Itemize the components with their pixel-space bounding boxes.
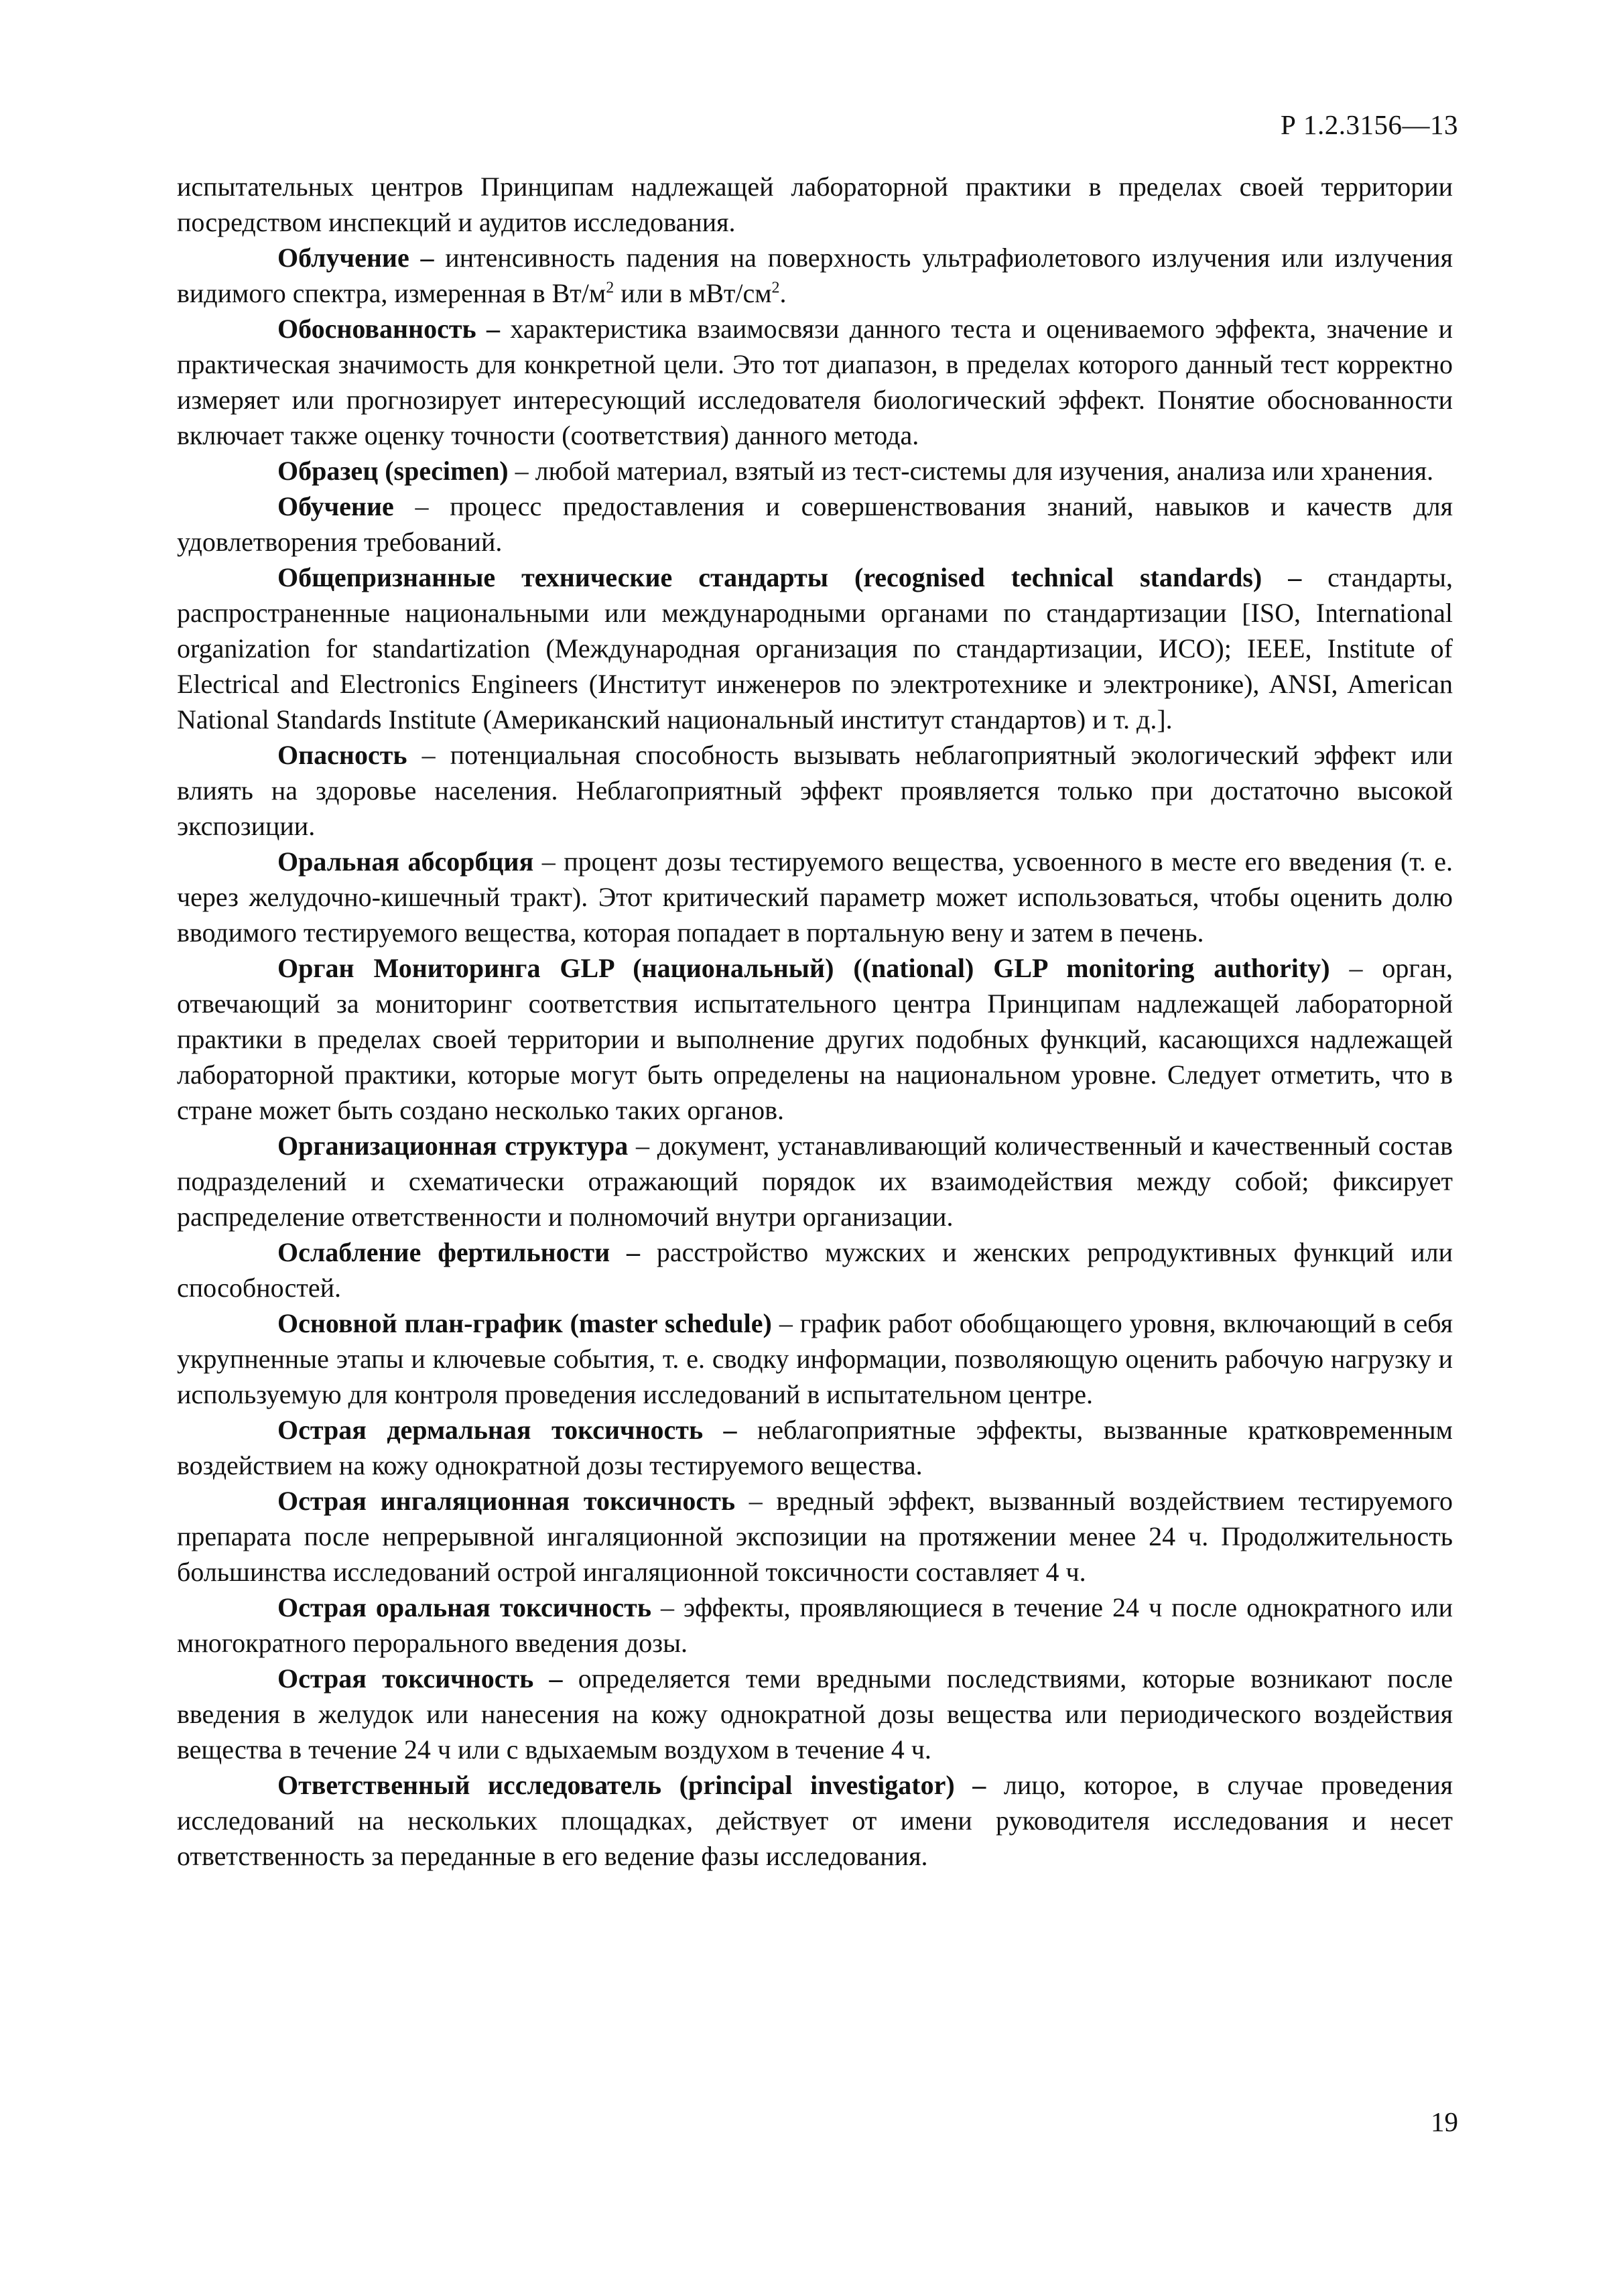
superscript: 2: [606, 279, 614, 297]
entry-definition: – потенциальная способность вызывать неблагоприятный экологический эффект или влиять на здоровье населения. Неблагоприятный эффект проявляется только при достаточно высокой экспозиции.: [177, 740, 1453, 841]
glossary-entry-obosnovannost: [177, 311, 1453, 453]
entry-term: Общепризнанные технические стандарты (recognised technical standards) –: [277, 562, 1302, 592]
glossary-entry-organ-monitoringa: [177, 950, 1453, 1128]
entry-definition: – процент дозы тестируемого вещества, усвоенного в месте его введения (т. е. через желудочно-кишечный тракт). Этот критический параметр может использоваться, чтобы оценить долю вводимого тестируемого вещества, которая попадает в портальную вену и затем в печень.: [177, 846, 1453, 948]
entry-term: Образец (specimen): [277, 456, 509, 486]
entry-definition: .: [779, 278, 787, 308]
entry-term: Орган Мониторинга GLP (национальный) ((national) GLP monitoring authority): [277, 953, 1330, 983]
glossary-entry-oralnaya-absorbtsiya: [177, 844, 1453, 950]
entry-term: Обоснованность –: [277, 314, 501, 344]
page-number: 19: [1431, 2106, 1458, 2137]
intro-paragraph: испытательных центров Принципам надлежащей лабораторной практики в пределах своей территории посредством инспекций и аудитов исследования.: [177, 172, 1453, 237]
entry-definition: – орган, отвечающий за мониторинг соответствия испытательного центра Принципам надлежащей лабораторной практики в пределах своей территории и выполнение других подобных функций, касающихся надлежащей лабораторной практики, которые могут быть определены на национальном уровне. Следует отметить, что в стране может быть создано несколько таких органов.: [177, 953, 1453, 1125]
entry-definition: – любой материал, взятый из тест-системы для изучения, анализа или хранения.: [508, 456, 1434, 486]
entry-term: Острая ингаляционная токсичность: [277, 1486, 735, 1516]
glossary-entry-obluchenie: [177, 240, 1453, 311]
entry-definition: характеристика взаимосвязи данного теста и оцениваемого эффекта, значение и практическая значимость для конкретной цели. Это тот диапазон, в пределах которого данный тест корректно измеряет или прогнозирует интересующий исследователя биологический эффект. Понятие обоснованности включает также оценку точности (соответствия) данного метода.: [177, 314, 1453, 450]
entry-term: Ослабление фертильности –: [277, 1237, 640, 1267]
entry-definition: – график работ обобщающего уровня, включающий в себя укрупненные этапы и ключевые события, т. е. сводку информации, позволяющую оценить рабочую нагрузку и используемую для контроля проведения исследований в испытательном центре.: [177, 1308, 1453, 1409]
entry-definition: стандарты, распространенные национальными или международными органами по стандартизации [ISO, International organization for standartization (Международная организация по стандартизации, ИСО); IEEE, Institute of Electrical and Electronics Engineers (Институт инженеров по электротехнике и электронике), ANSI, American National Standards Institute (Американский национальный институт стандартов) и т. д.].: [177, 562, 1453, 735]
entry-definition: неблагоприятные эффекты, вызванные кратковременным воздействием на кожу однократной дозы тестируемого вещества.: [177, 1415, 1453, 1480]
entry-definition: – вредный эффект, вызванный воздействием тестируемого препарата после непрерывной ингаляционной экспозиции на протяжении менее 24 ч. Продолжительность большинства исследований острой ингаляционной токсичности составляет 4 ч.: [177, 1486, 1453, 1587]
glossary-entry-obrazets: [177, 453, 1453, 489]
entry-definition: – эффекты, проявляющиеся в течение 24 ч после однократного или многократного перорального введения дозы.: [177, 1592, 1453, 1658]
page-body: [177, 169, 1453, 1874]
entry-term: Основной план-график (master schedule): [277, 1308, 772, 1338]
glossary-entry-dermalnaya: [177, 1412, 1453, 1483]
entry-term: Острая дермальная токсичность –: [277, 1415, 737, 1445]
entry-definition: интенсивность падения на поверхность ультрафиолетового излучения или излучения видимого спектра, измеренная в Вт/м: [177, 243, 1453, 308]
glossary-entry-plan-grafik: [177, 1305, 1453, 1412]
superscript: 2: [771, 279, 780, 297]
glossary-entry-fertilnost: [177, 1234, 1453, 1305]
entry-term: Обучение: [277, 491, 394, 521]
glossary-entry-ostraya-toksichnost: [177, 1661, 1453, 1767]
entry-term: Острая оральная токсичность: [277, 1592, 651, 1622]
glossary-entry-oralnaya-toksichnost: [177, 1590, 1453, 1661]
entry-term: Организационная структура: [277, 1131, 629, 1161]
entry-definition: расстройство мужских и женских репродуктивных функций или способностей.: [177, 1237, 1453, 1303]
entry-term: Облучение –: [277, 243, 434, 273]
glossary-entry-ingalyatsionnaya: [177, 1483, 1453, 1590]
document-code: Р 1.2.3156—13: [1280, 109, 1458, 140]
glossary-entry-opasnost: [177, 737, 1453, 844]
glossary-entry-standarty: [177, 560, 1453, 737]
entry-definition: – процесс предоставления и совершенствования знаний, навыков и качеств для удовлетворения требований.: [177, 491, 1453, 557]
glossary-entry-otv-issledovatel: [177, 1767, 1453, 1874]
entry-term: Ответственный исследователь (principal investigator) –: [277, 1770, 986, 1800]
entry-term: Острая токсичность –: [277, 1663, 563, 1694]
entry-definition: или в мВт/см: [614, 278, 772, 308]
entry-definition: – документ, устанавливающий количественный и качественный состав подразделений и схематически отражающий порядок их взаимодействия между собой; фиксирует распределение ответственности и полномочий внутри организации.: [177, 1131, 1453, 1232]
glossary-entry-org-struktura: [177, 1128, 1453, 1234]
glossary-entry-obuchenie: [177, 489, 1453, 560]
entry-term: Оральная абсорбция: [277, 846, 534, 877]
entry-definition: лицо, которое, в случае проведения исследований на нескольких площадках, действует от имени руководителя исследования и несет ответственность за переданные в его ведение фазы исследования.: [177, 1770, 1453, 1871]
entry-definition: определяется теми вредными последствиями, которые возникают после введения в желудок или нанесения на кожу однократной дозы вещества или периодического воздействия вещества в течение 24 ч или с вдыхаемым воздухом в течение 4 ч.: [177, 1663, 1453, 1765]
entry-term: Опасность: [277, 740, 407, 770]
